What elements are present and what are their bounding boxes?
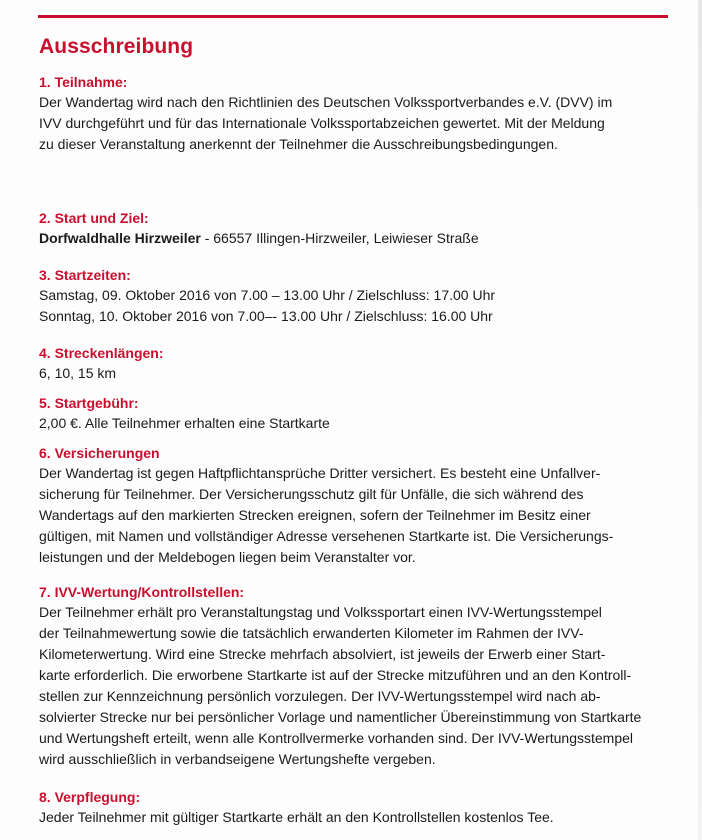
section-heading: 2. Start und Ziel: [39,210,149,226]
section-catering [39,787,702,828]
paragraph-line: stellen zur Kennzeichnung persönlich vorzulegen. Der IVV-Wertungsstempel wird nach ab- [39,688,601,704]
section-heading: 3. Startzeiten: [39,267,131,283]
catering-text: Jeder Teilnehmer mit gültiger Startkarte erhält an den Kontrollstellen kostenlos Tee. [39,809,554,825]
venue-address: - 66557 Illingen-Hirzweiler, Leiwieser Straße [200,230,479,246]
paragraph-line: der Teilnahmewertung sowie die tatsächlich erwanderten Kilometer im Rahmen der IVV- [39,625,584,641]
section-start-finish [39,208,702,249]
section-heading: 1. Teilnahme: [39,74,128,90]
section-insurance [39,443,702,568]
section-route-lengths [39,343,702,384]
section-heading: 4. Streckenlängen: [39,345,164,361]
section-heading: 5. Startgebühr: [39,395,139,411]
start-time-line: Samstag, 09. Oktober 2016 von 7.00 – 13.00 Uhr / Zielschluss: 17.00 Uhr [39,287,496,303]
venue-name: Dorfwaldhalle Hirzweiler [39,230,201,246]
paragraph-line: zu dieser Veranstaltung anerkennt der Teilnehmer die Ausschreibungsbedingungen. [39,136,558,152]
start-time-line: Sonntag, 10. Oktober 2016 von 7.00–- 13.00 Uhr / Zielschluss: 16.00 Uhr [39,308,493,324]
section-start-fee [39,393,702,434]
page-edge [698,0,702,840]
paragraph-line: leistungen und der Meldebogen liegen beim Veranstalter vor. [39,549,416,565]
start-fee: 2,00 €. Alle Teilnehmer erhalten eine Startkarte [39,415,330,431]
paragraph-line: Der Wandertag wird nach den Richtlinien des Deutschen Volkssportverbandes e.V. (DVV) im [39,94,613,110]
paragraph-line: Der Teilnehmer erhält pro Veranstaltungstag und Volkssportart einen IVV-Wertungsstempel [39,604,602,620]
paragraph-line: und Wertungsheft erteilt, wenn alle Kontrollvermerke vorhanden sind. Der IVV-Wertungsstempel [39,730,634,746]
paragraph-line: wird ausschließlich in verbandseigene Wertungshefte vergeben. [39,751,436,767]
section-heading: 7. IVV-Wertung/Kontrollstellen: [39,584,245,600]
paragraph-line: sicherung für Teilnehmer. Der Versicherungsschutz gilt für Unfälle, die sich während des [39,486,584,502]
section-start-times [39,265,702,327]
venue-line [39,228,702,249]
section-ivv-rating [39,582,702,770]
paragraph-line: IVV durchgeführt und für das Internationale Volkssportabzeichen gewertet. Mit der Meldung [39,115,605,131]
paragraph-line: karte erforderlich. Die erworbene Startkarte ist auf der Strecke mitzuführen und an den Kontroll- [39,667,632,683]
paragraph-line: solvierter Strecke nur bei persönlicher Vorlage und namentlicher Übereinstimmung von Startkarte [39,709,642,725]
paragraph-line: Der Wandertag ist gegen Haftpflichtansprüche Dritter versichert. Es besteht eine Unfallver- [39,465,601,481]
paragraph-line: Kilometerwertung. Wird eine Strecke mehrfach absolviert, ist jeweils der Erwerb einer Start- [39,646,606,662]
section-heading: 8. Verpflegung: [39,789,141,805]
route-lengths: 6, 10, 15 km [39,365,117,381]
top-divider [38,15,668,18]
paragraph-line: gültigen, mit Namen und vollständiger Adresse versehenen Startkarte ist. Die Versicherungs- [39,528,614,544]
paragraph-line: Wandertags auf den markierten Strecken ereignen, sofern der Teilnehmer im Besitz einer [39,507,591,523]
section-heading: 6. Versicherungen [39,445,160,461]
page-title: Ausschreibung [39,35,194,58]
section-participation [39,72,702,155]
